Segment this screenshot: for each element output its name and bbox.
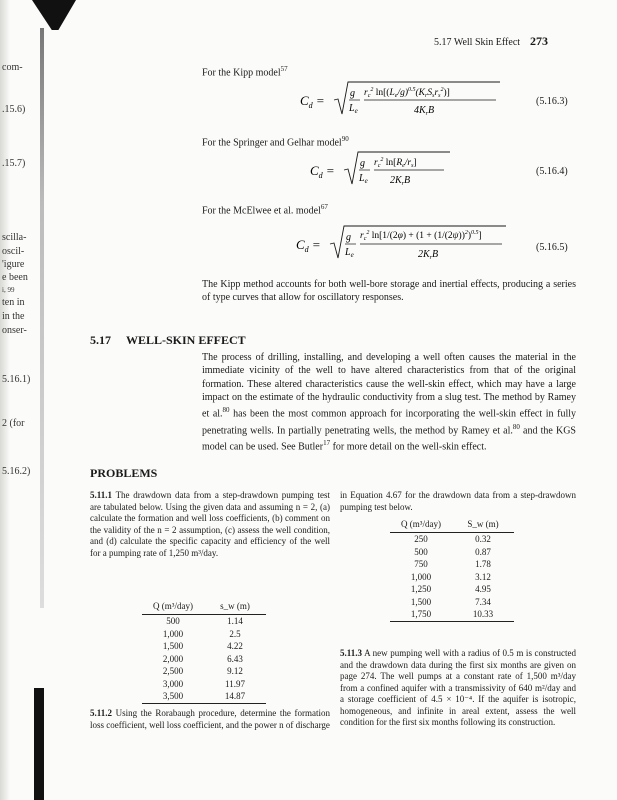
section-body: The process of drilling, installing, and developing a well often causes the material in the immediate vicinity of the well to have altered characteristics from that of the original formation. These altered characteristics cause the well-skin effect, which may have a large impact on the estimate of the hydraulic conductivity from a slug test. The method by Ramey et al.$^{80}$ has been the most common approach for incorporating the well-skin effect in fully penetrating wells. In partially penetrating wells, the method by Ramey et al.$^{80}$ and the KGS model can be used. See Butler$^{17}$ for more detail on the well-skin effect. (202, 352, 576, 453)
margin-fragment: oscil- (2, 246, 25, 257)
table-cell: 4.95 (475, 584, 491, 595)
table-row (390, 546, 514, 559)
eq2-numerator: $r_c^2$ $\ln[R_e/r_s]$ (374, 157, 417, 169)
margin-fragment: .15.6) (2, 104, 26, 115)
svg-text:Le: $L_e$ (345, 247, 354, 259)
table-row (390, 571, 514, 584)
margin-fragment: 5.16.1) (2, 374, 31, 385)
svg-text:Cd =: $C_d$ = (310, 163, 335, 180)
kipp-intro: For the Kipp model$^{57}$ (202, 65, 288, 79)
table-cell: 500 (414, 546, 428, 557)
page-binding-shadow (0, 0, 10, 800)
eqnum-5-16-3: (5.16.3) (536, 96, 568, 107)
margin-fragment: com- (2, 62, 23, 73)
table-row (390, 533, 514, 546)
binding-bottom (34, 688, 44, 800)
margin-fragment: ten in (2, 297, 25, 308)
table-cell: 250 (414, 534, 428, 545)
table-row (390, 596, 514, 609)
table-cell: 1,750 (390, 608, 452, 621)
equation-mcelwee (296, 214, 516, 268)
table-cell: 3,500 (142, 690, 204, 703)
kipp-note: The Kipp method accounts for both well-bore storage and inertial effects, producing a series of type curves that allow for oscillatory responses. (202, 279, 576, 304)
svg-text:Cd =: $C_d$ = (300, 93, 325, 110)
table-cell: 3.12 (475, 571, 491, 582)
table-cell: 2,000 (162, 653, 184, 664)
table-row (390, 583, 514, 596)
col-header-sw: s_w (m) (204, 600, 266, 615)
table-cell: 1,000 (410, 571, 432, 582)
eq2-denominator: $2K_rB$ (390, 175, 411, 187)
table-cell: 0.32 (475, 534, 491, 545)
table-cell: 11.97 (225, 678, 245, 689)
running-head (434, 34, 548, 49)
table-cell: 9.12 (227, 666, 243, 677)
svg-text:Le: $L_e$ (359, 173, 368, 185)
margin-fragment: 5.16.2) (2, 466, 31, 477)
table-cell: 1,500 (162, 641, 184, 652)
margin-fragment: i, 99 (2, 286, 15, 294)
table-row (142, 640, 266, 653)
problem-5-11-1: 5.11.1 The drawdown data from a step-drawdown pumping test are tabulated below. Using the given data and assuming n = 2, (a) calculate the formation and well loss coefficients, (b) comment on the validity of the n = 2 assumption, (c) assess the well condition, and (d) calculate the specific capacity and efficiency of the well for a pumping rate of 1,250 m³/day. (90, 490, 330, 558)
table-cell: 0.87 (475, 546, 491, 557)
problem-5-11-2: 5.11.2 Using the Rorabaugh procedure, determine the formation loss coefficient, well loss coefficient, and the power n of discharge (90, 708, 330, 730)
table-row (142, 628, 266, 641)
table-cell: 2,500 (162, 666, 184, 677)
binding-tear (32, 0, 76, 30)
problem-5-11-3: 5.11.3 A new pumping well with a radius of 0.5 m is constructed and the drawdown data during the first six months are given on page 274. The well pumps at a constant rate of 1,500 m³/day from a confined aquifer with a transmissivity of 640 m²/day and a storage coefficient of 4.5 × 10⁻⁴. If the aquifer is isotropic, homogeneous, and infinite in areal extent, assess the well condition for the first six months following its construction. (340, 648, 576, 727)
table-step-drawdown-2 (390, 518, 514, 622)
table-cell: 1,500 (410, 596, 432, 607)
section-number: 5.17 (90, 333, 111, 347)
table-step-drawdown-1 (142, 600, 266, 704)
table-cell: 750 (414, 559, 428, 570)
table-cell: 6.43 (227, 653, 243, 664)
margin-fragment: scilla- (2, 232, 27, 243)
table-cell: 3,000 (162, 678, 184, 689)
eq1-numerator: $r_c^2$ $\ln[(L_e/g)^{0.5}(K_rS_sr_s^2)]$ (364, 87, 450, 99)
eq1-denominator: $4K_rB$ (414, 105, 435, 117)
mcelwee-intro: For the McElwee et al. model$^{67}$ (202, 203, 328, 217)
table-row (142, 653, 266, 666)
table-cell: 1,250 (410, 584, 432, 595)
table-cell: 1,000 (162, 628, 184, 639)
margin-fragment: 2 (for (2, 418, 25, 429)
section-heading (90, 333, 246, 348)
svg-text:g: g (360, 158, 365, 169)
svg-text:g: g (350, 88, 355, 99)
table-cell: 4.22 (227, 641, 243, 652)
table-row (142, 615, 266, 628)
table-row (142, 665, 266, 678)
table-cell: 14.87 (204, 690, 266, 703)
col-header-q: Q (m³/day) (390, 518, 452, 533)
table-cell: 7.34 (475, 596, 491, 607)
eq3-numerator: $r_c^2$ $\ln[1/(2\varphi) + (1 + (1/(2\psi))^2)^{0.5}]$ (360, 230, 482, 242)
eqnum-5-16-5: (5.16.5) (536, 242, 568, 253)
problem-5-11-2-continued: in Equation 4.67 for the drawdown data from a step-drawdown pumping test below. (340, 490, 576, 512)
margin-fragment: .15.7) (2, 158, 26, 169)
margin-fragment: e been (2, 272, 28, 283)
margin-fragment: in the (2, 311, 25, 322)
eq3-denominator: $2K_rB$ (418, 249, 439, 261)
springer-intro: For the Springer and Gelhar model$^{90}$ (202, 135, 349, 149)
margin-fragment: onser- (2, 325, 27, 336)
col-header-q: Q (m³/day) (142, 600, 204, 615)
table-cell: 10.33 (452, 608, 514, 621)
section-title: WELL-SKIN EFFECT (126, 333, 246, 347)
problems-heading: PROBLEMS (90, 466, 158, 480)
table-cell: 1.78 (475, 559, 491, 570)
col-header-sw: S_w (m) (452, 518, 514, 533)
page-number: 273 (530, 34, 549, 48)
table-cell: 500 (166, 616, 180, 627)
equation-kipp (300, 78, 500, 124)
svg-text:Cd =: $C_d$ = (296, 237, 321, 254)
table-cell: 2.5 (229, 628, 241, 639)
table-row (390, 608, 514, 621)
svg-text:Le: $L_e$ (349, 103, 358, 115)
table-row (142, 678, 266, 691)
equation-springer (310, 148, 460, 194)
eq-lhs-sub: d (308, 101, 313, 110)
eqnum-5-16-4: (5.16.4) (536, 166, 568, 177)
svg-text:g: g (346, 232, 351, 243)
margin-fragment: 'igure (2, 259, 25, 270)
table-cell: 1.14 (227, 616, 243, 627)
table-row (142, 690, 266, 703)
binding-strip (40, 28, 44, 608)
running-head-section: 5.17 Well Skin Effect (434, 37, 521, 48)
table-row (390, 558, 514, 571)
